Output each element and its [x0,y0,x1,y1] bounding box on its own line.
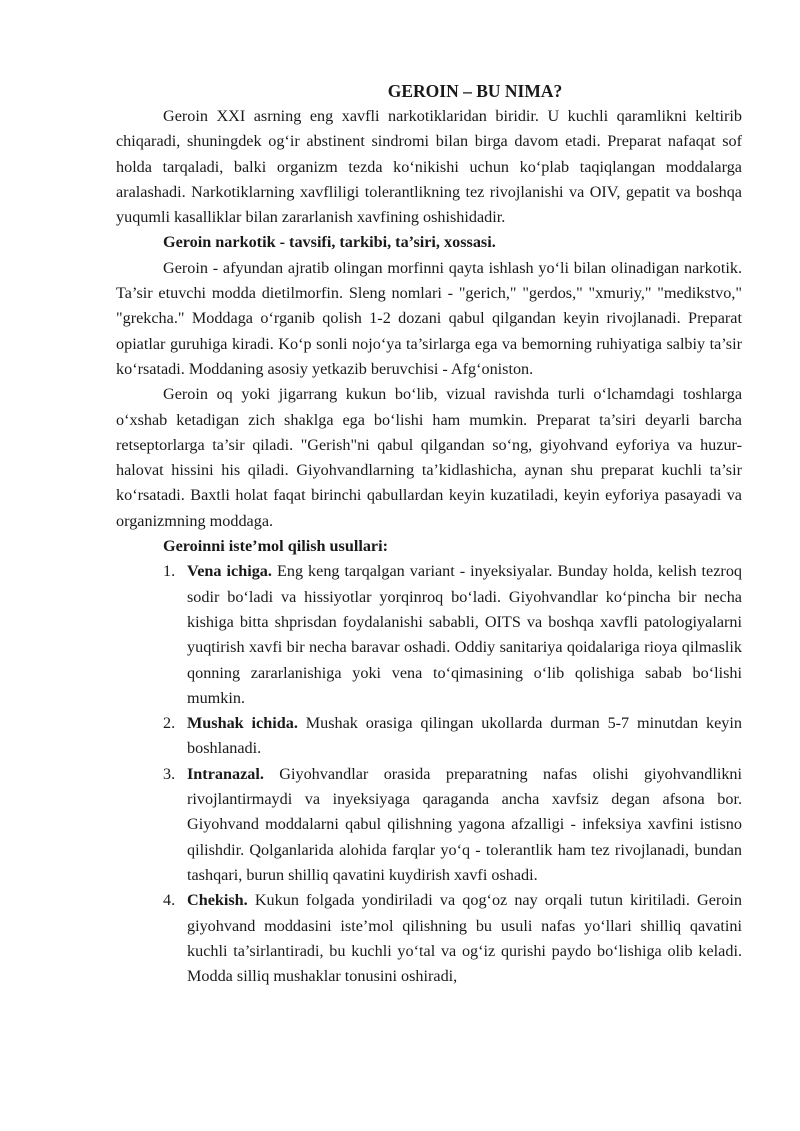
section-heading-usage-methods: Geroinni iste’mol qilish usullari: [163,537,389,556]
section-heading-description: Geroin narkotik - tavsifi, tarkibi, ta’siri, xossasi. [163,233,496,252]
list-item-text: Mushak orasiga qilingan ukollarda durman 5-7 minutdan keyin boshlanadi. [187,714,742,758]
list-item-number: 2. [163,714,176,733]
list-item-text: Giyohvandlar orasida preparatning nafas olishi giyohvandlikni rivojlantirmaydi va inyeksiyaga qaraganda ancha xavfsiz degan afsona bor. Giyohvand moddalarni qabul qilishning yagona afzalligi - infeksiya xavfini istisno qilishdir. Qolganlarida alohida farqlar yoʻq - tolerantlik ham tez rivojlanadi, bundan tashqari, burun shilliq qavatini kuydirish xavfi oshadi. [187,764,742,884]
list-item [116,888,742,989]
list-item-number: 1. [163,562,176,581]
description-paragraph-2: Geroin oq yoki jigarrang kukun boʻlib, vizual ravishda turli oʻlchamdagi toshlarga oʻxshab ketadigan zich shaklga ega boʻlishi ham mumkin. Preparat ta’siri deyarli barcha retseptorlarga ta’sir qiladi. "Gerish"ni qabul qilgandan soʻng, giyohvand eyforiya va huzur-halovat hissini his qiladi. Giyohvandlarning ta’kidlashicha, aynan shu preparat kuchli ta’sir koʻrsatadi. Baxtli holat faqat birinchi qabullardan keyin kuzatiladi, keyin eyforiya pasayadi va organizmning moddaga. [116,385,742,530]
description-paragraph-1: Geroin - afyundan ajratib olingan morfinni qayta ishlash yoʻli bilan olinadigan narkotik. Ta’sir etuvchi modda dietilmorfin. Sleng nomlari - "gerich," "gerdos," "xmuriy," "medikstvo," "grekcha." Moddaga oʻrganib qolish 1-2 dozani qabul qilgandan keyin rivojlanadi. Preparat opiatlar guruhiga kiradi. Koʻp sonli nojoʻya ta’sirlarga ega va bemorning ruhiyatiga salbiy ta’sir koʻrsatadi. Moddaning asosiy yetkazib beruvchisi - Afgʻoniston. [116,258,742,378]
list-item-term: Chekish. [187,891,248,910]
page-title: GEROIN – BU NIMA? [387,81,563,101]
list-item [116,559,742,711]
list-item [116,762,742,888]
list-item-text: Kukun folgada yondiriladi va qogʻoz nay orqali tutun kiritiladi. Geroin giyohvand moddasini iste’mol qilishning bu usuli nafas yoʻllari shilliq qavatini kuchli ta’sirlantiradi, bu kuchli yoʻtal va ogʻiz qurishi paydo boʻlishiga olib keladi. Modda silliq mushaklar tonusini oshiradi, [187,891,742,986]
list-item-term: Mushak ichida. [187,714,298,733]
list-item-text: Eng keng tarqalgan variant - inyeksiyalar. Bunday holda, kelish tezroq sodir boʻladi va hissiyotlar yorqinroq boʻladi. Giyohvandlar koʻpincha bir necha kishiga bitta shprisdan foydalanishi sababli, OITS va boshqa xavfli patologiyalarni yuqtirish xavfi bir necha baravar oshadi. Oddiy sanitariya qoidalariga rioya qilmaslik qonning zararlanishiga yoki vena toʻqimasining oʻlib qolishiga sabab boʻlishi mumkin. [187,562,743,707]
document-page [116,78,742,989]
list-item-term: Vena ichiga. [187,562,272,581]
list-item-term: Intranazal. [187,764,264,783]
intro-paragraph: Geroin XXI asrning eng xavfli narkotiklaridan biridir. U kuchli qaramlikni keltirib chiqaradi, shuningdek ogʻir abstinent sindromi bilan birga davom etadi. Preparat nafaqat sof holda tarqaladi, balki organizm tezda koʻnikishi uchun koʻplab taqiqlangan moddalarga aralashadi. Narkotiklarning xavfliligi tolerantlikning tez rivojlanishi va OIV, gepatit va boshqa yuqumli kasalliklar bilan zararlanish xavfining oshishidadir. [116,107,742,227]
list-item-number: 3. [163,764,176,783]
list-item-number: 4. [163,891,176,910]
usage-methods-list [116,559,742,989]
list-item [116,711,742,762]
